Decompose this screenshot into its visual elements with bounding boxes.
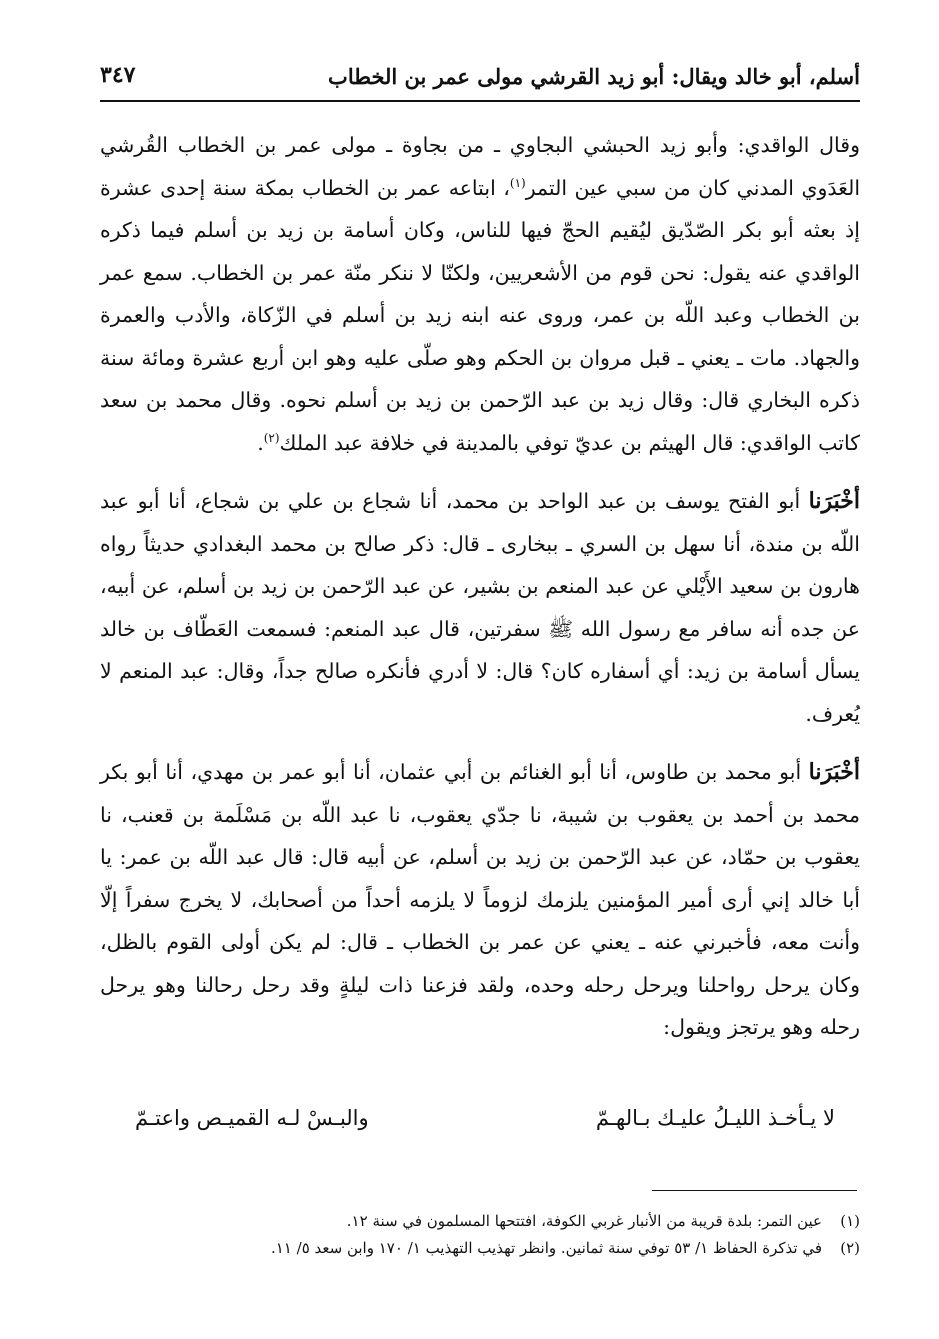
lead-word: أخْبَرَنا: [808, 759, 860, 785]
verse-first-hemistich: لا يـأخـذ الليـلُ عليـك بـالهـمّ: [595, 1106, 835, 1130]
paragraph-text: أبو الفتح يوسف بن عبد الواحد بن محمد، أنا شجاع بن علي بن شجاع، أنا أبو عبد اللّه بن مندة، أنا سهل بن السري ـ ببخارى ـ قال: ذكر صالح بن محمد البغدادي حديثاً رواه هارون بن سعيد الأَيْلي عن عبد المنعم بن بشير، عن عبد الرّحمن بن زيد بن أسلم، عن أبيه، عن جده أنه سافر مع رسول الله ﷺ سفرتين، قال عبد المنعم: فسمعت العَطّاف بن خالد يسأل أسامة بن زيد: أي أسفاره كان؟ قال: لا أدري فأنكره صالح جداً، وقال: عبد المنعم لا يُعرف.: [100, 489, 860, 726]
footnote-text: في تذكرة الحفاظ ١/ ٥٣ توفي سنة ثمانين. وانظر تهذيب التهذيب ١/ ١٧٠ وابن سعد ٥/ ١١.: [270, 1239, 822, 1257]
footnote-1: [100, 1208, 860, 1235]
paragraph-waqidi: [100, 124, 860, 464]
footnote-ref-2[interactable]: (٢): [263, 430, 280, 445]
verse-second-hemistich: والبـسْ لـه القميـص واعتـمّ: [135, 1106, 369, 1130]
footnote-ref-1[interactable]: (١): [509, 175, 526, 190]
footnote-2: [100, 1235, 860, 1262]
footnote-text: عين التمر: بلدة قريبة من الأنبار غربي الكوفة، افتتحها المسلمون في سنة ١٢.: [346, 1212, 822, 1230]
paragraph-text: أبو محمد بن طاوس، أنا أبو الغنائم بن أبي عثمان، أنا أبو عمر بن مهدي، أنا أبو بكر محمد بن أحمد بن يعقوب بن شيبة، نا جدّي يعقوب، نا عبد اللّه بن مَسْلَمة بن قعنب، نا يعقوب بن حمّاد، عن عبد الرّحمن بن زيد بن أسلم، عن أبيه قال: قال عبد اللّه بن عمر: يا أبا خالد إني أرى أمير المؤمنين يلزمك لزوماً لا يلزمه أحداً من أصحابك، لا يخرج سفراً إلّا وأنت معه، فأخبرني عنه ـ يعني عن عمر بن الخطاب ـ قال: لم يكن أولى القوم بالظل، وكان يرحل رواحلنا ويرحل رحله وحده، ولقد فزعنا ذات ليلةٍ وقد رحل رحالنا وهو يرحل رحله وهو يرتجز ويقول:: [100, 760, 860, 1039]
paragraph-text: وقال الواقدي: وأبو زيد الحبشي البجاوي ـ من بجاوة ـ مولى عمر بن الخطاب القُرشي العَدَوي المدني كان من سبي عين التمر: [100, 133, 861, 200]
page-header: [100, 58, 860, 102]
paragraph-ibn-tawus: [100, 751, 860, 1049]
footnotes: [100, 1208, 860, 1262]
paragraph-abu-al-fath: [100, 480, 860, 735]
footnote-separator: [652, 1190, 857, 1191]
page-number: ٣٤٧: [100, 62, 136, 88]
paragraph-text: .: [257, 430, 264, 455]
poetry-verse: [135, 1106, 835, 1150]
footnote-number: (٢): [840, 1239, 860, 1257]
lead-word: أخْبَرَنا: [808, 488, 860, 514]
footnote-number: (١): [840, 1212, 860, 1230]
paragraph-text: ، ابتاعه عمر بن الخطاب بمكة سنة إحدى عشرة إذ بعثه أبو بكر الصّدّيق ليُقيم الحجّ فيها للناس، وكان أسامة بن زيد بن أسلم فيما ذكره الواقدي عنه يقول: نحن قوم من الأشعريين، ولكنّا لا ننكر منّة عمر بن الخطاب. سمع عمر بن الخطاب وعبد اللّه بن عمر، وروى عنه ابنه زيد بن أسلم في الزّكاة، والأدب والعمرة والجهاد. مات ـ يعني ـ قبل مروان بن الحكم وهو صلّى عليه وهو ابن أربع عشرة ومائة سنة ذكره البخاري قال: وقال زيد بن عبد الرّحمن بن زيد بن أسلم نحوه. وقال محمد بن سعد كاتب الواقدي: قال الهيثم بن عديّ توفي بالمدينة في خلافة عبد الملك: [100, 175, 860, 455]
running-title: أسلم، أبو خالد ويقال: أبو زيد القرشي مولى عمر بن الخطاب: [328, 64, 860, 89]
header-rule: [100, 100, 860, 102]
main-text: [100, 124, 860, 1049]
